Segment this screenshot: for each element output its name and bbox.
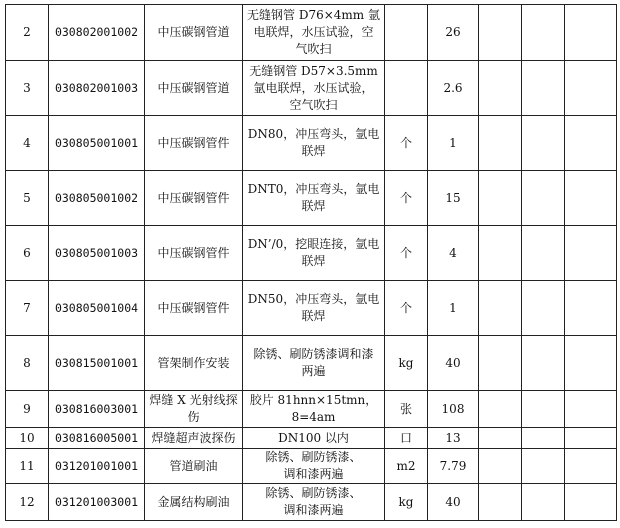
unit-cell: 个: [385, 171, 428, 226]
table-row: [6, 336, 617, 391]
unit-cell: 个: [385, 281, 428, 336]
item-code-cell: 031201001001: [49, 449, 145, 484]
item-name-cell: 中压碳钢管道: [145, 61, 243, 116]
description-line: 联焊: [301, 144, 326, 158]
unit-cell: kg: [385, 484, 428, 521]
row-number-cell: 2: [6, 5, 49, 61]
description-line: 无缝钢管 D76×4mm 氩: [247, 8, 380, 22]
row-number-cell: 12: [6, 484, 49, 521]
row-number-cell: 4: [6, 116, 49, 171]
item-name-cell: 中压碳钢管件: [145, 116, 243, 171]
description-line: 胶片 81hnn×15tmn，8=4am: [249, 393, 378, 424]
item-description-cell: [243, 391, 385, 428]
row-number-cell: 11: [6, 449, 49, 484]
empty-cell: [479, 5, 522, 61]
item-code-cell: 030816003001: [49, 391, 145, 428]
item-code-cell: 030805001004: [49, 281, 145, 336]
unit-cell: [385, 61, 428, 116]
empty-cell: [522, 336, 565, 391]
item-code-cell: 030805001001: [49, 116, 145, 171]
item-description-cell: [243, 226, 385, 281]
item-description-cell: [243, 281, 385, 336]
empty-cell: [479, 116, 522, 171]
description-line: 氩电联焊，水压试验，: [253, 80, 374, 95]
table-row: [6, 484, 617, 521]
table-row: [6, 428, 617, 449]
item-description-cell: [243, 484, 385, 521]
empty-cell: [522, 61, 565, 116]
empty-cell: [565, 391, 617, 428]
item-code-cell: 030815001001: [49, 336, 145, 391]
quantity-cell: 40: [428, 336, 479, 391]
unit-cell: m2: [385, 449, 428, 484]
quantity-cell: 4: [428, 226, 479, 281]
item-code-cell: 031201003001: [49, 484, 145, 521]
quantity-cell: 108: [428, 391, 479, 428]
description-line: 除锈、刷防锈漆、: [265, 450, 362, 464]
table-row: [6, 226, 617, 281]
empty-cell: [522, 428, 565, 449]
description-line: 联焊: [301, 199, 326, 213]
table-row: [6, 391, 617, 428]
empty-cell: [565, 281, 617, 336]
item-name-cell: 管道刷油: [145, 449, 243, 484]
empty-cell: [479, 449, 522, 484]
item-name-cell: 焊缝超声波探伤: [145, 428, 243, 449]
description-line: DN100 以内: [278, 430, 349, 445]
empty-cell: [565, 5, 617, 61]
empty-cell: [479, 171, 522, 226]
item-description-cell: [243, 61, 385, 116]
description-line: 除锈、刷防锈漆调和漆: [253, 347, 374, 361]
empty-cell: [522, 484, 565, 521]
row-number-cell: 9: [6, 391, 49, 428]
item-name-cell: 中压碳钢管件: [145, 226, 243, 281]
item-code-cell: 030805001002: [49, 171, 145, 226]
description-line: 联焊: [301, 309, 326, 323]
empty-cell: [565, 61, 617, 116]
item-name-cell: 中压碳钢管道: [145, 5, 243, 61]
empty-cell: [565, 484, 617, 521]
empty-cell: [522, 281, 565, 336]
row-number-cell: 3: [6, 61, 49, 116]
description-line: 除锈、刷防锈漆、: [265, 486, 362, 500]
quantity-cell: 7.79: [428, 449, 479, 484]
item-description-cell: [243, 449, 385, 484]
item-description-cell: [243, 171, 385, 226]
item-name-cell: 焊缝 X 光射线探伤: [145, 391, 243, 428]
item-code-cell: 030816005001: [49, 428, 145, 449]
description-line: 调和漆两遍: [283, 467, 344, 481]
quantity-cell: 13: [428, 428, 479, 449]
unit-cell: 个: [385, 116, 428, 171]
unit-cell: 张: [385, 391, 428, 428]
row-number-cell: 10: [6, 428, 49, 449]
row-number-cell: 6: [6, 226, 49, 281]
empty-cell: [522, 391, 565, 428]
empty-cell: [479, 484, 522, 521]
table-row: [6, 116, 617, 171]
unit-cell: [385, 5, 428, 61]
item-code-cell: 030802001003: [49, 61, 145, 116]
item-description-cell: [243, 428, 385, 449]
empty-cell: [479, 391, 522, 428]
table-row: [6, 5, 617, 61]
quantity-cell: 26: [428, 5, 479, 61]
empty-cell: [479, 336, 522, 391]
empty-cell: [479, 281, 522, 336]
empty-cell: [479, 61, 522, 116]
empty-cell: [479, 226, 522, 281]
quantity-cell: 2.6: [428, 61, 479, 116]
description-line: 联焊: [301, 254, 326, 268]
table-row: [6, 61, 617, 116]
description-line: DN50，冲压弯头，氩电: [247, 292, 380, 306]
row-number-cell: 7: [6, 281, 49, 336]
empty-cell: [565, 116, 617, 171]
description-line: 无缝钢管 D57×3.5mm: [249, 63, 378, 78]
table-row: [6, 281, 617, 336]
table-row: [6, 171, 617, 226]
item-description-cell: [243, 336, 385, 391]
row-number-cell: 5: [6, 171, 49, 226]
empty-cell: [522, 171, 565, 226]
description-line: DNT0，冲压弯头，氩电: [247, 182, 380, 196]
item-name-cell: 管架制作安装: [145, 336, 243, 391]
description-line: 调和漆两遍: [283, 503, 344, 517]
description-line: 气吹扫: [295, 42, 332, 56]
description-line: 电联焊，水压试验，空: [253, 25, 374, 39]
table-row: [6, 449, 617, 484]
quantity-cell: 40: [428, 484, 479, 521]
quantity-cell: 1: [428, 281, 479, 336]
empty-cell: [522, 5, 565, 61]
empty-cell: [565, 428, 617, 449]
item-code-cell: 030802001002: [49, 5, 145, 61]
item-name-cell: 中压碳钢管件: [145, 171, 243, 226]
description-line: 两遍: [301, 364, 326, 378]
item-name-cell: 金属结构刷油: [145, 484, 243, 521]
empty-cell: [565, 171, 617, 226]
empty-cell: [522, 226, 565, 281]
empty-cell: [522, 116, 565, 171]
empty-cell: [479, 428, 522, 449]
item-code-cell: 030805001003: [49, 226, 145, 281]
bill-of-quantities-table: [5, 4, 617, 521]
description-line: DN80，冲压弯头，氩电: [247, 127, 380, 141]
description-line: DN’/0，挖眼连接，氩电: [247, 237, 380, 251]
item-name-cell: 中压碳钢管件: [145, 281, 243, 336]
item-description-cell: [243, 116, 385, 171]
unit-cell: 口: [385, 428, 428, 449]
row-number-cell: 8: [6, 336, 49, 391]
empty-cell: [565, 449, 617, 484]
empty-cell: [565, 336, 617, 391]
item-description-cell: [243, 5, 385, 61]
description-line: 空气吹扫: [289, 97, 338, 112]
quantity-cell: 1: [428, 116, 479, 171]
empty-cell: [522, 449, 565, 484]
empty-cell: [565, 226, 617, 281]
unit-cell: 个: [385, 226, 428, 281]
quantity-cell: 15: [428, 171, 479, 226]
unit-cell: kg: [385, 336, 428, 391]
